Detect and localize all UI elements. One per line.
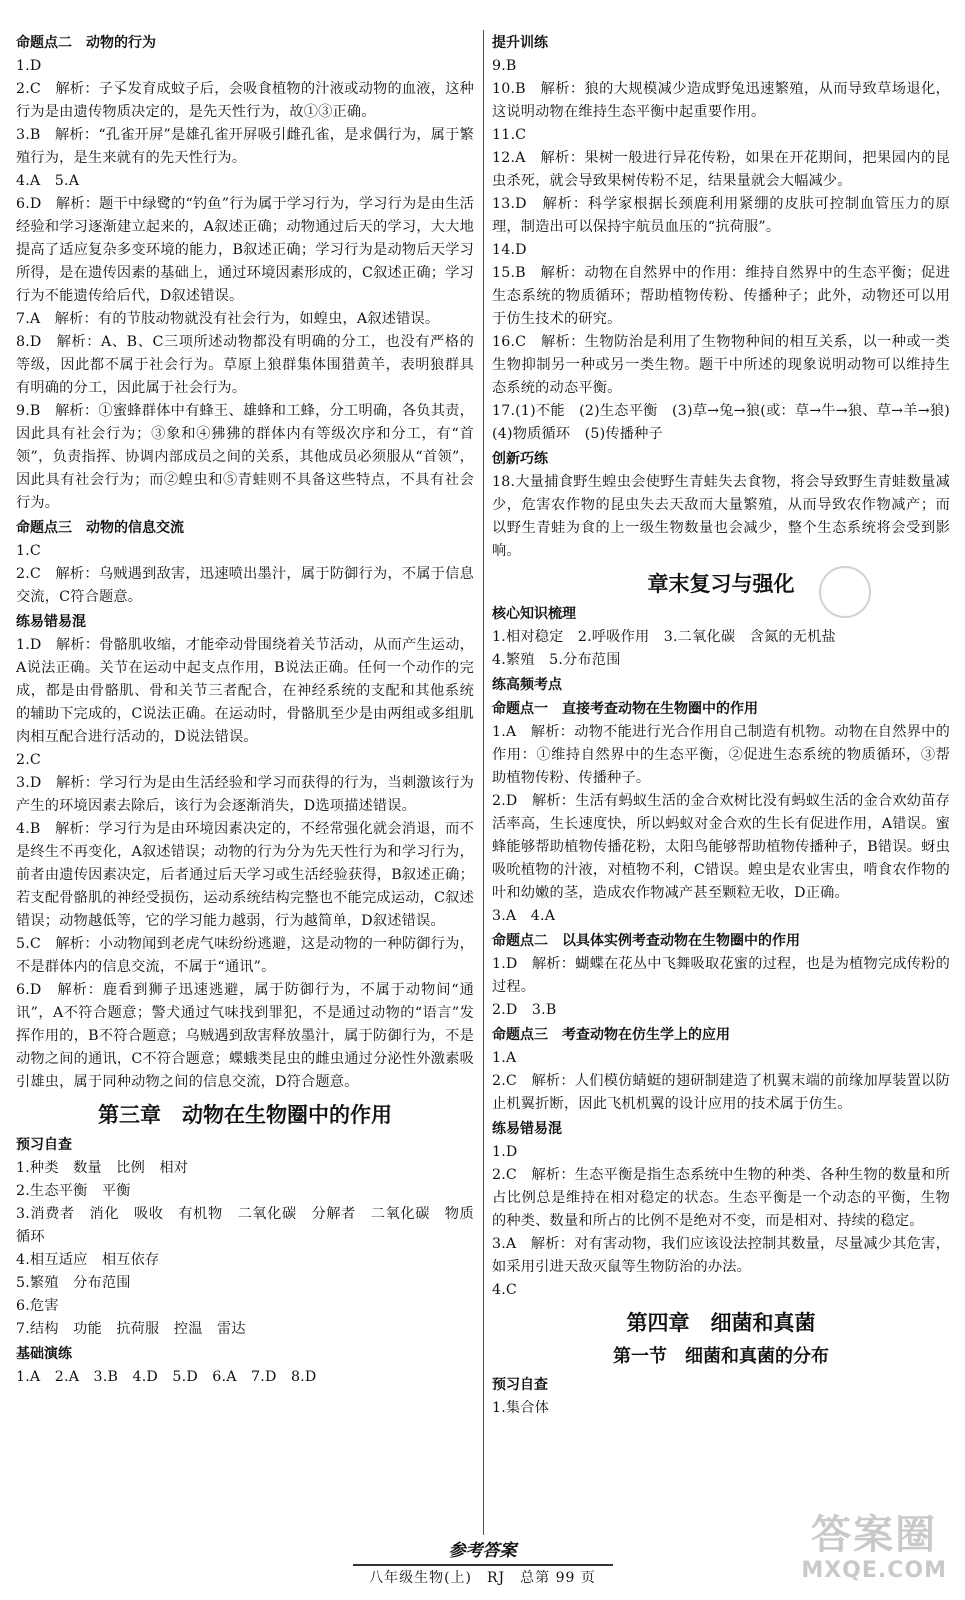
answer-item: 4.相互适应 相互依存 bbox=[16, 1252, 160, 1268]
answer-item: 2.D 3.B bbox=[492, 1002, 557, 1018]
answer-item: 1.A bbox=[492, 1050, 517, 1066]
answer-item: 3.B 解析：“孔雀开屏”是雄孔雀开屏吸引雌孔雀，是求偶行为，属于繁殖行为，是生来就有的先天性行为。 bbox=[16, 127, 474, 166]
answer-item: 9.B bbox=[492, 58, 517, 74]
answer-item: 8.D 解析：A、B、C三项所述动物都没有明确的分工，也没有严格的等级，因此都不属于社会行为。草原上狼群集体围猎黄羊，表明狼群具有明确的分工，因此属于社会行为。 bbox=[16, 334, 474, 396]
section-heading: 命题点三 考查动物在仿生学上的应用 bbox=[492, 1027, 730, 1043]
answer-item: 18.大量捕食野生蝗虫会使野生青蛙失去食物，将会导致野生青蛙数量减少，危害农作物的昆虫失去天敌而大量繁殖，从而导致农作物减产；而以野生青蛙为食的上一级生物数量也会减少，整个生态系统将会受到影响。 bbox=[492, 474, 950, 559]
answer-item: 5.繁殖 分布范围 bbox=[16, 1275, 131, 1291]
answer-item: 3.A 解析：对有害动物，我们应该设法控制其数量，尽量减少其危害，如采用引进天敌灭鼠等生物防治的办法。 bbox=[492, 1236, 950, 1275]
answer-item: 16.C 解析：生物防治是利用了生物物种间的相互关系，以一种或一类生物抑制另一种或另一类生物。题干中所述的现象说明动物可以维持生态系统的动态平衡。 bbox=[492, 334, 950, 396]
answer-item: 17.(1)不能 (2)生态平衡 (3)草→兔→狼(或：草→牛→狼、草→羊→狼) (4)物质循环 (5)传播种子 bbox=[492, 403, 965, 442]
site-watermark bbox=[801, 1512, 947, 1584]
answer-item: 1.D bbox=[16, 58, 42, 74]
answer-item: 1.D 解析：蝴蝶在花丛中飞舞吸取花蜜的过程，也是为植物完成传粉的过程。 bbox=[492, 956, 950, 995]
answer-item: 2.D 解析：生活有蚂蚁生活的金合欢树比没有蚂蚁生活的金合欢幼苗存活率高，生长速度快，所以蚂蚁对金合欢的生长有促进作用，A错误。蜜蜂能够帮助植物传播花粉，太阳鸟能够帮助植物传播种子，B错误。蚜虫吸吮植物的汁液，对植物不利，C错误。蝗虫是农业害虫，啃食农作物的叶和幼嫩的茎，造成农作物减产甚至颗粒无收，D正确。 bbox=[492, 793, 951, 901]
section-heading: 创新巧练 bbox=[492, 451, 548, 467]
watermark-url: MXQE.COM bbox=[801, 1558, 947, 1583]
right-column bbox=[492, 30, 965, 1420]
answer-item: 7.A 解析：有的节肢动物就没有社会行为，如蝗虫，A叙述错误。 bbox=[16, 311, 440, 327]
answer-item: 1.D bbox=[492, 1144, 518, 1160]
answer-item: 3.消费者 消化 吸收 有机物 二氧化碳 分解者 二氧化碳 物质循环 bbox=[16, 1206, 474, 1245]
section-heading: 基础演练 bbox=[16, 1346, 72, 1362]
section-heading: 练高频考点 bbox=[492, 677, 562, 693]
answer-item: 2.C 解析：子孓发育成蚊子后，会吸食植物的汁液或动物的血液，这种行为是由遗传物质决定的，是先天性行为，故①③正确。 bbox=[16, 81, 474, 120]
answer-item: 2.C 解析：生态平衡是指生态系统中生物的种类、各种生物的数量和所占比例总是维持在相对稳定的状态。生态平衡是一个动态的平衡，生物的种类、数量和所占的比例不是绝对不变，而是相对、持续的稳定。 bbox=[492, 1167, 950, 1229]
section-heading: 预习自查 bbox=[492, 1377, 548, 1393]
answer-item: 3.A 4.A bbox=[492, 908, 556, 924]
answer-item: 4.C bbox=[492, 1282, 517, 1298]
chapter-title: 第三章 动物在生物圈中的作用 bbox=[98, 1103, 392, 1127]
chapter-title: 章末复习与强化 bbox=[647, 572, 795, 596]
answer-item: 11.C bbox=[492, 127, 527, 143]
footer-title: 参考答案 bbox=[448, 1541, 517, 1561]
footer-rule bbox=[353, 1564, 613, 1566]
answer-item: 7.结构 功能 抗荷服 控温 雷达 bbox=[16, 1321, 246, 1337]
answer-item: 2.C bbox=[16, 752, 41, 768]
answer-item: 4.A 5.A bbox=[16, 173, 80, 189]
stamp-mark bbox=[819, 566, 871, 618]
answer-item: 13.D 解析：科学家根据长颈鹿利用紧绷的皮肤可控制血管压力的原理，制造出可以保持宇航员血压的“抗荷服”。 bbox=[492, 196, 950, 235]
answer-item: 15.B 解析：动物在自然界中的作用：维持自然界中的生态平衡；促进生态系统的物质循环；帮助植物传粉、传播种子；此外，动物还可以用于仿生技术的研究。 bbox=[492, 265, 950, 327]
answer-item: 6.D 解析：鹿看到狮子迅速逃避，属于防御行为，不属于动物间“通讯”，A不符合题意；警犬通过气味找到罪犯，不是通过动物的“语言”发挥作用的，B不符合题意；乌贼遇到敌害释放墨汁，属于防御行为，不是动物之间的通讯，C不符合题意；蝶蛾类昆虫的雌虫通过分泌性外激素吸引雄虫，属于同种动物之间的信息交流，D符合题意。 bbox=[16, 982, 475, 1090]
answer-item: 4.繁殖 5.分布范围 bbox=[492, 652, 621, 668]
watermark-logo-text: 答案圈 bbox=[811, 1512, 938, 1558]
answer-item: 5.C 解析：小动物闻到老虎气味纷纷逃避，这是动物的一种防御行为，不是群体内的信息交流，不属于“通讯”。 bbox=[16, 936, 474, 975]
answer-item: 3.D 解析：学习行为是由生活经验和学习而获得的行为，当刺激该行为产生的环境因素去除后，该行为会逐渐消失，D选项描述错误。 bbox=[16, 775, 474, 814]
answer-item: 6.D 解析：题干中绿鹭的“钓鱼”行为属于学习行为，学习行为是由生活经验和学习逐渐建立起来的，A叙述正确；动物通过后天的学习，大大地提高了适应复杂多变环境的能力，B叙述正确；学习行为是动物后天学习所得，是在遗传因素的基础上，通过环境因素形成的，C叙述正确；学习行为不能遗传给后代，D叙述错误。 bbox=[16, 196, 474, 304]
answer-item: 12.A 解析：果树一般进行异花传粉，如果在开花期间，把果园内的昆虫杀死，就会导致果树传粉不足，结果量就会大幅减少。 bbox=[492, 150, 950, 189]
section-title: 第一节 细菌和真菌的分布 bbox=[613, 1346, 829, 1367]
column-divider bbox=[483, 30, 484, 1535]
answer-item: 2.C 解析：乌贼遇到敌害，迅速喷出墨汁，属于防御行为，不属于信息交流，C符合题意。 bbox=[16, 566, 474, 605]
answer-item: 1.集合体 bbox=[492, 1400, 550, 1416]
answer-item: 9.B 解析：①蜜蜂群体中有蜂王、雄蜂和工蜂，分工明确，各负其责，因此具有社会行为；③象和④狒狒的群体内有等级次序和分工，有“首领”，负责指挥、协调内部成员之间的关系，其他成员必须服从“首领”，因此具有社会行为；而②蝗虫和⑤青蛙则不具备这些特点，不具有社会行为。 bbox=[16, 403, 474, 511]
left-column bbox=[16, 30, 474, 1389]
section-heading: 练易错易混 bbox=[492, 1121, 562, 1137]
answer-item: 14.D bbox=[492, 242, 527, 258]
answer-item: 1.D 解析：骨骼肌收缩，才能牵动骨围绕着关节活动，从而产生运动，A说法正确。关节在运动中起支点作用，B说法正确。任何一个动作的完成，都是由骨骼肌、骨和关节三者配合，在神经系统的支配和其他系统的辅助下完成的，C说法正确。在运动时，骨骼肌至少是由两组或多组肌肉相互配合进行活动的，D说法错误。 bbox=[16, 637, 474, 745]
section-heading: 练易错易混 bbox=[16, 614, 86, 630]
section-heading: 核心知识梳理 bbox=[492, 606, 576, 622]
answer-item: 1.相对稳定 2.呼吸作用 3.二氧化碳 含氮的无机盐 bbox=[492, 629, 836, 645]
answer-item: 2.C 解析：人们模仿蜻蜓的翅研制建造了机翼末端的前缘加厚装置以防止机翼折断，因此飞机机翼的设计应用的技术属于仿生。 bbox=[492, 1073, 950, 1112]
section-heading: 预习自查 bbox=[16, 1137, 72, 1153]
answer-item: 1.A 解析：动物不能进行光合作用自己制造有机物。动物在自然界中的作用：①维持自然界中的生态平衡，②促进生态系统的物质循环，③帮助植物传粉、传播种子。 bbox=[492, 724, 950, 786]
section-heading: 命题点二 动物的行为 bbox=[16, 35, 156, 51]
answer-item: 1.种类 数量 比例 相对 bbox=[16, 1160, 189, 1176]
section-heading: 命题点二 以具体实例考查动物在生物圈中的作用 bbox=[492, 933, 800, 949]
answer-item: 4.B 解析：学习行为是由环境因素决定的，不经常强化就会消退，而不是终生不再变化，A叙述错误；动物的行为分为先天性行为和学习行为，前者由遗传因素决定，后者通过后天学习或生活经验获得，B叙述正确；若支配骨骼肌的神经受损伤，运动系统结构完整也不能完成运动，C叙述错误；动物越低等，它的学习能力越弱，行为越简单，D叙述错误。 bbox=[16, 821, 475, 929]
answer-item: 10.B 解析：狼的大规模减少造成野兔迅速繁殖，从而导致草场退化，这说明动物在维持生态平衡中起重要作用。 bbox=[492, 81, 950, 120]
answer-item: 6.危害 bbox=[16, 1298, 59, 1314]
answer-item: 1.A 2.A 3.B 4.D 5.D 6.A 7.D 8.D bbox=[16, 1369, 317, 1385]
footer-page-info: 八年级生物(上) RJ 总第 99 页 bbox=[369, 1570, 596, 1586]
answer-item: 2.生态平衡 平衡 bbox=[16, 1183, 131, 1199]
answer-item: 1.C bbox=[16, 543, 41, 559]
section-heading: 命题点三 动物的信息交流 bbox=[16, 520, 184, 536]
chapter-title: 第四章 细菌和真菌 bbox=[626, 1311, 816, 1335]
section-heading: 提升训练 bbox=[492, 35, 548, 51]
section-heading: 命题点一 直接考查动物在生物圈中的作用 bbox=[492, 701, 758, 717]
